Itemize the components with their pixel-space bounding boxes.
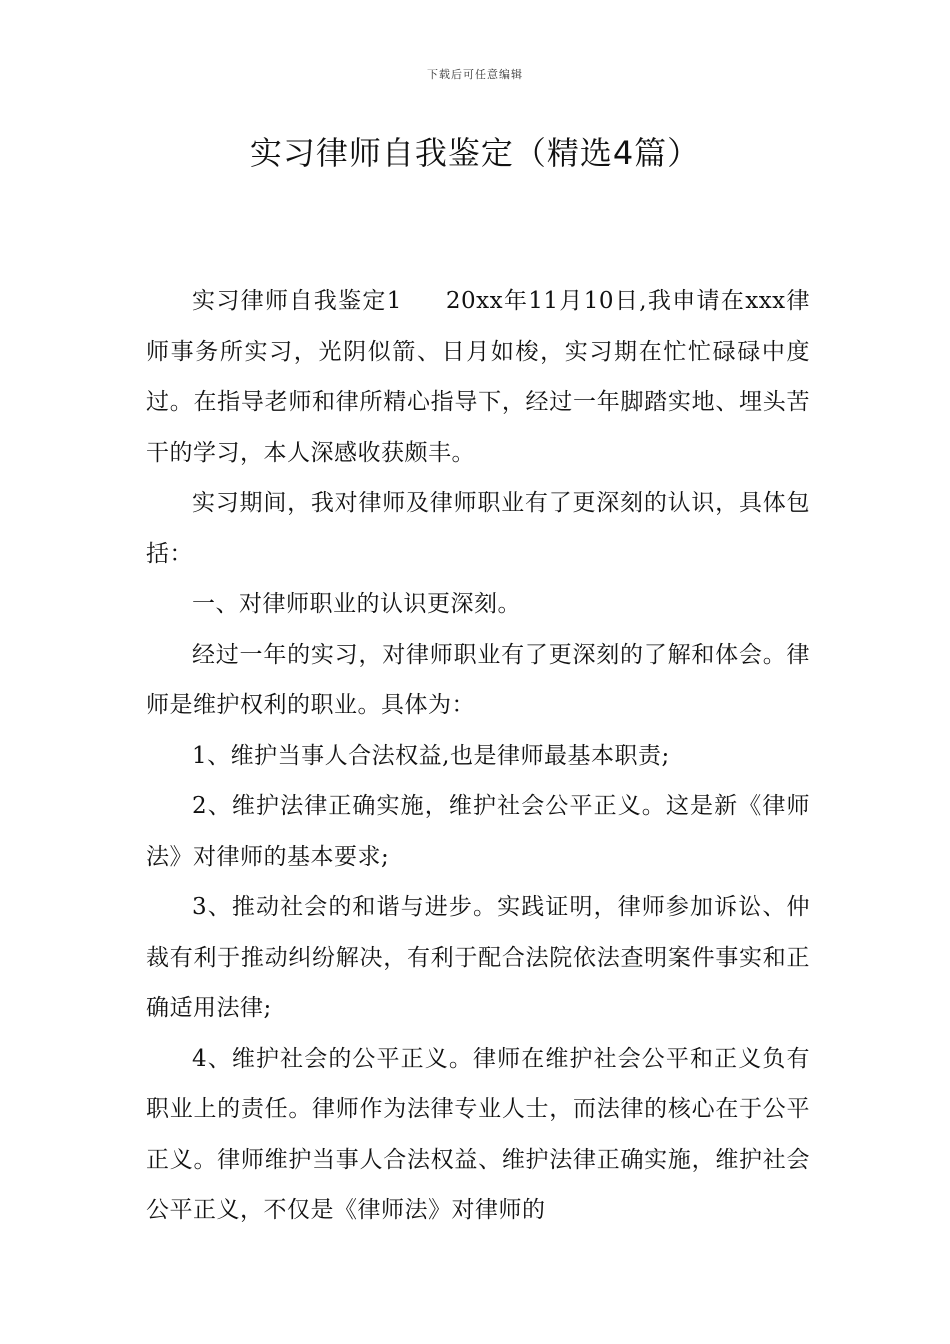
paragraph-1-text: 20xx年11月10日,我申请在xxx律师事务所实习，光阴似箭、日月如梭，实习期在忙忙碌碌中度过。在指导老师和律所精心指导下，经过一年脚踏实地、埋头苦干的学习，本人深感收获颇丰。 (146, 288, 810, 466)
section-heading-one: 一、对律师职业的认识更深刻。 (192, 591, 521, 617)
section-heading-1: 实习律师自我鉴定1 (192, 288, 402, 314)
header-note: 下载后可任意编辑 (427, 68, 523, 81)
document-body (146, 276, 810, 1236)
document-title: 实习律师自我鉴定（精选4篇） (249, 134, 701, 172)
list-item-4: 4、维护社会的公平正义。律师在维护社会公平和正义负有职业上的责任。律师作为法律专业人士，而法律的核心在于公平正义。律师维护当事人合法权益、维护法律正确实施，维护社会公平正义，不仅是《律师法》对律师的 (146, 1045, 810, 1223)
list-item-1: 1、维护当事人合法权益,也是律师最基本职责; (192, 742, 670, 769)
paragraph-2: 实习期间，我对律师及律师职业有了更深刻的认识，具体包括： (146, 490, 810, 567)
list-item-3: 3、推动社会的和谐与进步。实践证明，律师参加诉讼、仲裁有利于推动纠纷解决，有利于配合法院依法查明案件事实和正确适用法律; (146, 894, 810, 1021)
list-item-2: 2、维护法律正确实施，维护社会公平正义。这是新《律师法》对律师的基本要求; (146, 793, 810, 870)
paragraph-1 (146, 276, 810, 478)
paragraph-3: 经过一年的实习，对律师职业有了更深刻的了解和体会。律师是维护权利的职业。具体为： (146, 641, 810, 718)
